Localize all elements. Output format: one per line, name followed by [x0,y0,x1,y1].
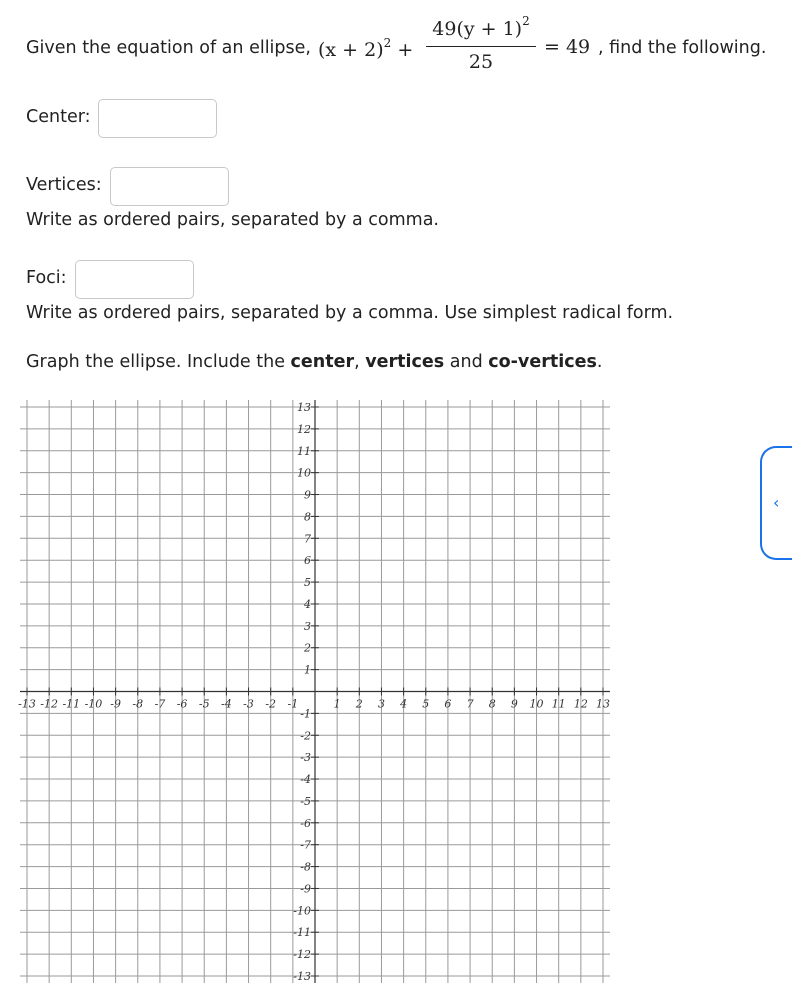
x-tick-label: 3 [377,697,385,711]
y-tick-label: 4 [304,597,311,611]
fraction-numerator [426,14,536,47]
instruction-sep1: , [354,352,366,372]
x-tick-label: -5 [198,697,210,711]
y-tick-label: -7 [300,838,311,852]
x-tick-label: 6 [444,697,452,711]
x-tick-label: 4 [400,697,408,711]
y-tick-label: -3 [300,751,311,765]
x-tick-label: 12 [573,697,588,711]
x-tick-label: -10 [84,697,103,711]
coordinate-graph[interactable] [0,395,640,986]
question-intro: Given the equation of an ellipse, [26,38,311,58]
y-tick-label: 1 [304,663,311,677]
y-tick-label: -5 [300,794,311,808]
side-panel-tab[interactable] [760,446,792,560]
equation-fraction [426,14,536,73]
x-tick-label: -9 [110,697,121,711]
question-outro: , find the following. [598,38,767,58]
y-tick-label: 5 [304,576,311,590]
x-tick-label: -7 [154,697,166,711]
y-tick-label: -10 [293,904,311,918]
y-tick-label: 6 [304,554,311,568]
y-tick-label: -8 [300,860,311,874]
y-tick-label: 2 [304,641,311,655]
fraction-denominator: 25 [468,51,494,73]
y-tick-label: 8 [304,510,311,524]
x-tick-label: 8 [488,697,496,711]
term1-base: (x + 2) [318,39,384,61]
y-tick-label: -6 [300,816,311,830]
vertices-label: Vertices: [26,175,102,195]
y-tick-label: -2 [300,729,311,743]
y-tick-label: -12 [293,948,311,962]
x-tick-label: 10 [529,697,544,711]
x-tick-label: -3 [243,697,254,711]
graph-instruction [26,352,602,372]
y-tick-label: -9 [300,882,311,896]
term1-exponent: 2 [383,36,392,50]
equation-term1 [318,36,413,61]
x-tick-label: 1 [333,697,341,711]
y-tick-label: -1 [300,707,311,721]
y-tick-label: 12 [297,422,311,436]
numerator-base: 49(y + 1) [432,18,523,40]
y-tick-label: 7 [304,532,311,546]
foci-label: Foci: [26,268,67,288]
instruction-co-vertices: co-vertices [488,352,597,372]
x-tick-label: -11 [62,697,81,711]
instruction-suffix: . [596,352,603,372]
y-tick-label: 11 [297,444,311,458]
x-tick-label: -12 [40,697,59,711]
numerator-exponent: 2 [522,14,530,28]
center-label: Center: [26,107,91,127]
y-tick-label: -13 [293,970,311,983]
y-tick-label: -11 [293,926,311,940]
plus-sign: + [391,39,414,61]
x-tick-label: 2 [355,697,363,711]
x-tick-label: 11 [551,697,566,711]
x-tick-label: -2 [265,697,277,711]
instruction-center: center [290,352,355,372]
x-tick-label: -1 [287,697,299,711]
y-tick-label: 9 [304,488,311,502]
instruction-sep2: and [444,352,489,372]
vertices-hint: Write as ordered pairs, separated by a comma. [26,210,439,230]
x-tick-label: 13 [596,697,610,711]
x-tick-label: -13 [18,697,36,711]
y-tick-label: 13 [297,401,311,414]
chevron-left-icon: ‹ [773,493,780,512]
x-tick-label: -8 [132,697,144,711]
foci-input[interactable] [75,260,194,299]
x-tick-label: -6 [176,697,188,711]
question-text [26,14,786,84]
instruction-vertices: vertices [365,352,445,372]
y-tick-label: 3 [304,619,311,633]
center-input[interactable] [98,99,217,138]
equation-rhs: = 49 [544,36,591,58]
instruction-prefix: Graph the ellipse. Include the [26,352,291,372]
y-tick-label: 10 [297,466,311,480]
x-tick-label: -4 [221,697,232,711]
y-tick-label: -4 [300,773,311,787]
x-tick-label: 5 [422,697,430,711]
foci-hint: Write as ordered pairs, separated by a comma. Use simplest radical form. [26,303,674,323]
vertices-input[interactable] [110,167,229,206]
x-tick-label: 7 [466,697,474,711]
x-tick-label: 9 [510,697,518,711]
